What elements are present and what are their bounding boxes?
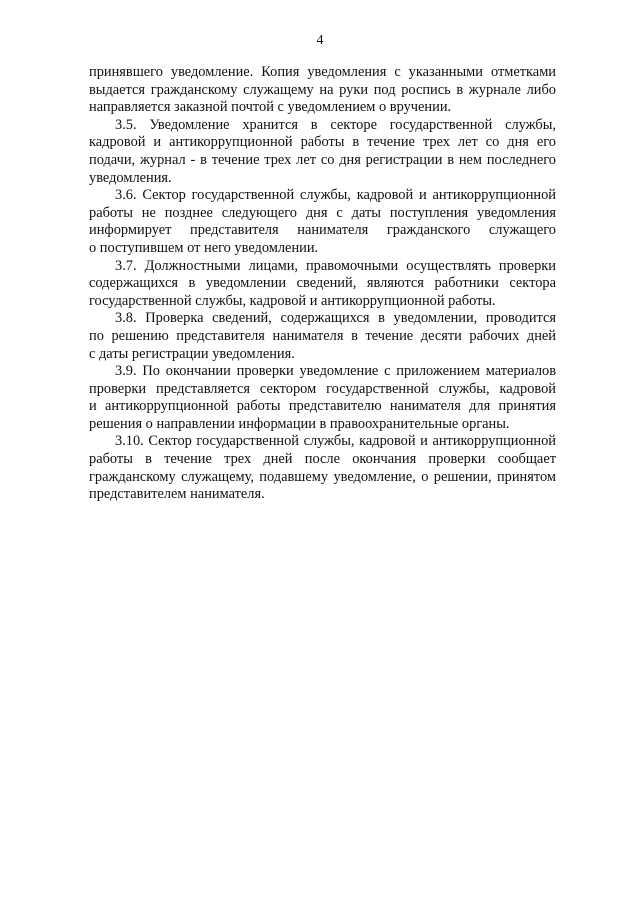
text-line: о поступившем от него уведомлении.	[89, 239, 319, 256]
text-line: работы не позднее следующего дня с даты поступления уведомления	[89, 204, 556, 221]
text-line: уведомления.	[89, 169, 172, 186]
text-line: решения о направлении информации в правоохранительные органы.	[89, 415, 510, 432]
text-line: подачи, журнал - в течение трех лет со дня регистрации в нем последнего	[89, 151, 556, 168]
paragraph-continuation	[89, 64, 556, 117]
text-line: содержащихся в уведомлении сведений, являются работники сектора	[89, 275, 556, 292]
text-line: информирует представителя нанимателя гражданского служащего	[89, 222, 556, 239]
text-line: государственной службы, кадровой и антикоррупционной работы.	[89, 292, 496, 309]
text-line: и антикоррупционной работы представителю нанимателя для принятия	[89, 398, 556, 415]
text-line: принявшего уведомление. Копия уведомления с указанными отметками	[89, 64, 556, 80]
text-line: 3.7. Должностными лицами, правомочными осуществлять проверки	[115, 257, 556, 274]
paragraph-3-7	[89, 258, 556, 311]
text-line: работы в течение трех дней после окончания проверки сообщает	[89, 451, 556, 468]
page-number: 4	[316, 33, 324, 48]
text-line: с даты регистрации уведомления.	[89, 345, 295, 362]
text-line: 3.10. Сектор государственной службы, кадровой и антикоррупционной	[115, 433, 556, 450]
text-line: 3.8. Проверка сведений, содержащихся в уведомлении, проводится	[115, 310, 556, 327]
text-line: гражданскому служащему, подавшему уведомление, о решении, принятом	[89, 468, 556, 485]
paragraph-3-5	[89, 117, 556, 187]
text-line: 3.6. Сектор государственной службы, кадровой и антикоррупционной	[115, 187, 556, 204]
text-line: проверки представляется сектором государственной службы, кадровой	[89, 380, 556, 397]
text-line: 3.9. По окончании проверки уведомление с приложением материалов	[115, 363, 556, 380]
paragraph-3-10	[89, 433, 556, 503]
paragraph-3-9	[89, 363, 556, 433]
text-line: 3.5. Уведомление хранится в секторе государственной службы,	[115, 116, 556, 133]
text-line: направляется заказной почтой с уведомлением о вручении.	[89, 99, 452, 116]
paragraph-3-8	[89, 310, 556, 363]
paragraph-3-6	[89, 187, 556, 257]
text-line: представителем нанимателя.	[89, 486, 265, 503]
text-line: по решению представителя нанимателя в течение десяти рабочих дней	[89, 327, 556, 344]
document-body	[89, 64, 556, 504]
text-line: выдается гражданскому служащему на руки под роспись в журнале либо	[89, 81, 556, 98]
text-line: кадровой и антикоррупционной работы в течение трех лет со дня его	[89, 134, 556, 151]
